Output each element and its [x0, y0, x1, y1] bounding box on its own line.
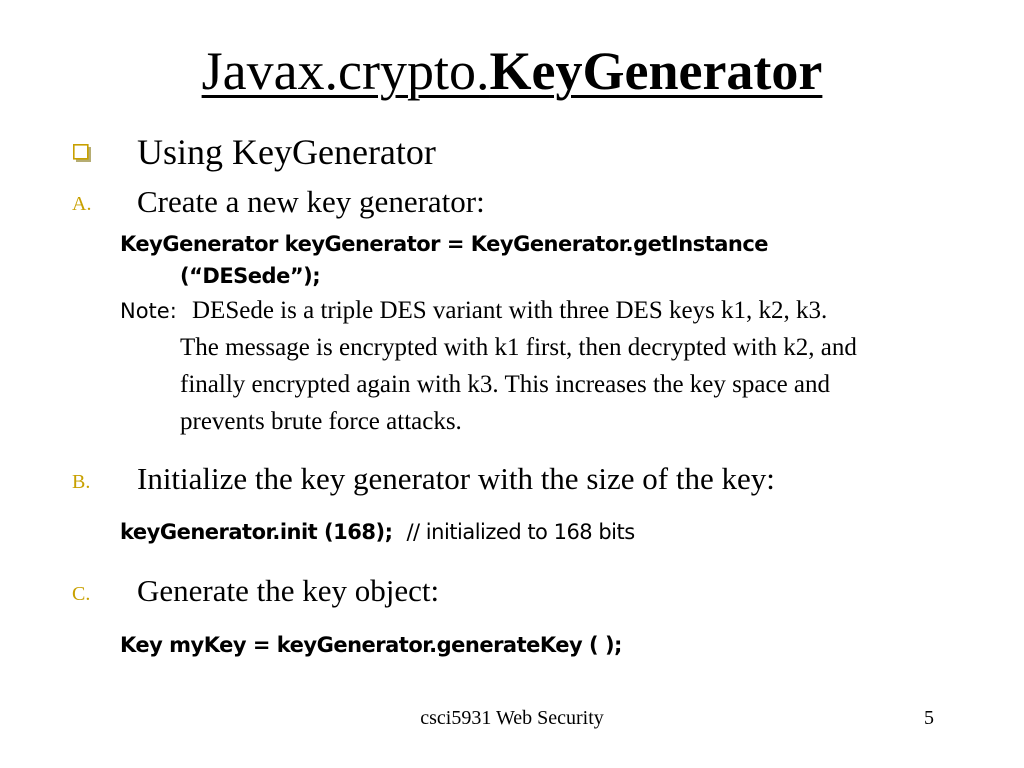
- note-line-1: DESede is a triple DES variant with three DES keys k1, k2, k3.: [192, 297, 828, 324]
- step-a-text: Create a new key generator:: [137, 184, 485, 219]
- step-b-marker: B.: [72, 471, 91, 493]
- title-prefix: Javax.crypto.: [201, 41, 490, 101]
- step-a-marker: A.: [72, 193, 92, 215]
- note-line-4: prevents brute force attacks.: [180, 408, 462, 435]
- section-heading: Using KeyGenerator: [137, 132, 436, 172]
- step-b-comment: // initialized to 168 bits: [406, 520, 635, 544]
- footer-course: csci5931 Web Security: [420, 707, 604, 729]
- step-b-code-text: keyGenerator.init (168);: [120, 520, 393, 544]
- step-a-code-line-2: (“DESede”);: [180, 264, 321, 288]
- step-c-text: Generate the key object:: [137, 573, 440, 608]
- step-a-code-line-1: KeyGenerator keyGenerator = KeyGenerator.getInstance: [120, 232, 769, 256]
- page-number: 5: [924, 707, 934, 729]
- hollow-square-bullet-icon: [73, 144, 91, 162]
- step-b-code: [120, 519, 635, 545]
- step-c-code: Key myKey = keyGenerator.generateKey ( );: [120, 633, 622, 657]
- step-c-marker: C.: [72, 583, 91, 605]
- step-b-text: Initialize the key generator with the size of the key:: [137, 461, 775, 496]
- note-line-3: finally encrypted again with k3. This increases the key space and: [180, 371, 831, 398]
- note-label: Note:: [120, 299, 177, 323]
- title-bold: KeyGenerator: [489, 41, 823, 101]
- slide-title: [0, 40, 1024, 102]
- note-line-2: The message is encrypted with k1 first, then decrypted with k2, and: [180, 334, 857, 361]
